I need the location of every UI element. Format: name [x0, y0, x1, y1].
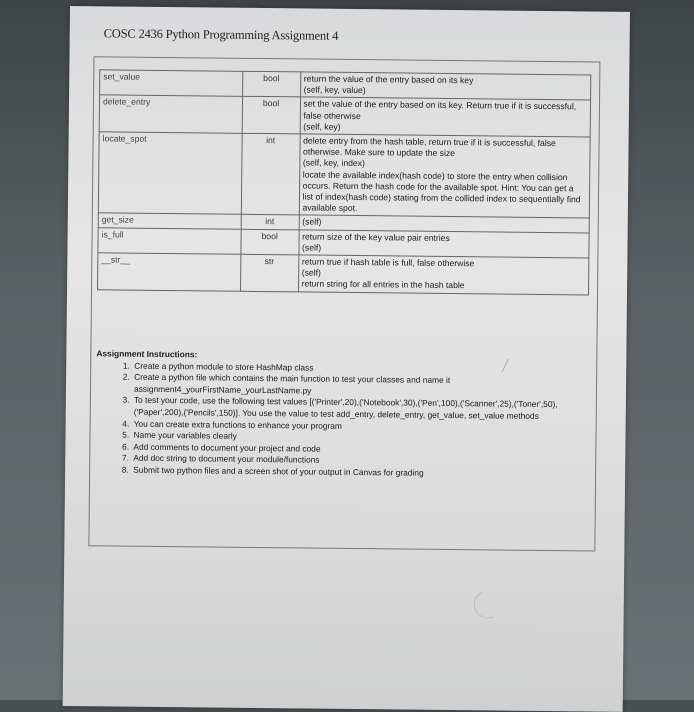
list-item: 6. Add comments to document your project and code — [131, 441, 575, 457]
pen-mark-curve — [470, 586, 506, 622]
table-row — [98, 132, 590, 219]
method-name: set_value — [100, 70, 243, 97]
method-description: set the value of the entry based on its key. Return true if it is successful, false otherwise (self, key) — [300, 97, 591, 137]
return-type: int — [241, 133, 300, 215]
return-type: bool — [240, 229, 298, 255]
list-item: 7. Add doc string to document your module/functions — [131, 453, 575, 469]
paper-sheet — [63, 6, 630, 712]
instructions-heading: Assignment Instructions: — [96, 348, 198, 360]
document-title: COSC 2436 Python Programming Assignment 4 — [103, 26, 339, 43]
return-type: str — [240, 254, 298, 291]
list-item: 1. Create a python module to store HashMap class — [132, 360, 576, 376]
instructions-list — [95, 360, 576, 481]
method-description: (self) — [299, 215, 590, 232]
methods-table — [97, 69, 591, 295]
table-row — [98, 253, 589, 295]
method-description: delete entry from the hash table, return true if it is successful, false otherwise. Make sure to update the size (self, key, index) locate the available index(hash code) to store the entry when collision occurs. Return the hash code for the available spot. Hint: You can get a list of index(hash code) stating from the collided index to sequentially find available spot. — [299, 134, 590, 218]
method-name: __str__ — [98, 253, 241, 291]
list-item: 5. Name your variables clearly — [131, 430, 575, 446]
method-name: locate_spot — [98, 132, 241, 215]
return-type: bool — [242, 97, 300, 134]
list-item: 4. You can create extra functions to enhance your program — [132, 418, 576, 434]
return-type: bool — [242, 71, 300, 97]
method-description: return the value of the entry based on its key (self, key, value) — [300, 72, 591, 100]
method-name: is_full — [98, 227, 241, 254]
table-row — [99, 95, 590, 137]
method-description: return true if hash table is full, false otherwise (self) return string for all entries in the hash table — [298, 255, 589, 295]
method-description: return size of the key value pair entries (self) — [298, 230, 589, 258]
list-item: 3. To test your code, use the following test values [('Printer',20),('Notebook',30),('Pen',100),('Scanner',25),('Toner',50),('Paper',200),('Pencils',150)]. You use the value to test add_entry, delete_entry, get_value, set_value methods — [132, 395, 576, 423]
return-type: int — [241, 215, 299, 230]
method-name: get_size — [98, 213, 241, 229]
method-name: delete_entry — [99, 95, 242, 133]
list-item: 2. Create a python file which contains the main function to test your classes and name it assignment4_yourFirstName_yourLastName.py — [132, 372, 576, 400]
list-item: 8. Submit two python files and a screen shot of your output in Canvas for grading — [131, 465, 575, 481]
